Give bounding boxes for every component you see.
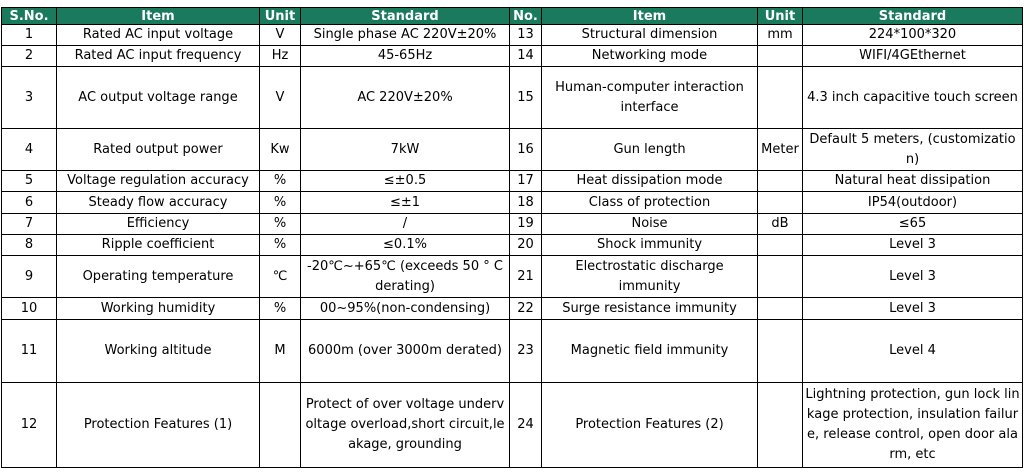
item-cell-2: Human-computer interaction interface <box>542 67 758 129</box>
sno-cell: 6 <box>2 192 57 213</box>
header-standard-2: Standard <box>803 8 1023 25</box>
standard-cell-2: Level 4 <box>803 319 1023 383</box>
no-cell: 15 <box>510 67 542 129</box>
standard-cell-2: Natural heat dissipation <box>803 171 1023 192</box>
unit-cell-2 <box>758 46 803 67</box>
standard-cell: AC 220V±20% <box>301 67 510 129</box>
no-cell: 18 <box>510 192 542 213</box>
unit-cell: M <box>260 319 301 383</box>
unit-cell-2 <box>758 234 803 255</box>
item-cell: Protection Features (1) <box>57 383 260 468</box>
header-row <box>2 8 1023 25</box>
table-row <box>2 383 1023 468</box>
table-row <box>2 25 1023 46</box>
standard-cell: ≤0.1% <box>301 234 510 255</box>
table-row <box>2 46 1023 67</box>
standard-cell: / <box>301 213 510 234</box>
unit-cell: ℃ <box>260 256 301 298</box>
standard-cell-2: Default 5 meters, (customization) <box>803 128 1023 170</box>
unit-cell-2 <box>758 319 803 383</box>
standard-cell: ≤±0.5 <box>301 171 510 192</box>
unit-cell: Kw <box>260 128 301 170</box>
unit-cell-2 <box>758 67 803 129</box>
table-row <box>2 234 1023 255</box>
no-cell: 22 <box>510 298 542 319</box>
sno-cell: 4 <box>2 128 57 170</box>
table-row <box>2 298 1023 319</box>
item-cell-2: Class of protection <box>542 192 758 213</box>
sno-cell: 1 <box>2 25 57 46</box>
unit-cell: % <box>260 192 301 213</box>
standard-cell-2: Level 3 <box>803 298 1023 319</box>
item-cell: Rated AC input frequency <box>57 46 260 67</box>
standard-cell: -20℃~+65℃ (exceeds 50 ° C derating) <box>301 256 510 298</box>
table-row <box>2 319 1023 383</box>
unit-cell-2: mm <box>758 25 803 46</box>
no-cell: 16 <box>510 128 542 170</box>
table-row <box>2 256 1023 298</box>
item-cell: Ripple coefficient <box>57 234 260 255</box>
unit-cell: % <box>260 234 301 255</box>
standard-cell: Protect of over voltage undervoltage overload,short circuit,leakage, grounding <box>301 383 510 468</box>
specification-table <box>1 7 1023 468</box>
standard-cell-2: Level 3 <box>803 256 1023 298</box>
item-cell-2: Electrostatic discharge immunity <box>542 256 758 298</box>
item-cell-2: Gun length <box>542 128 758 170</box>
standard-cell-2: 224*100*320 <box>803 25 1023 46</box>
no-cell: 19 <box>510 213 542 234</box>
sno-cell: 11 <box>2 319 57 383</box>
standard-cell: ≤±1 <box>301 192 510 213</box>
item-cell: Rated AC input voltage <box>57 25 260 46</box>
header-unit: Unit <box>260 8 301 25</box>
table-row <box>2 171 1023 192</box>
no-cell: 24 <box>510 383 542 468</box>
item-cell: Working humidity <box>57 298 260 319</box>
unit-cell: V <box>260 25 301 46</box>
standard-cell-2: Lightning protection, gun lock linkage protection, insulation failure, release control, open door alarm, etc <box>803 383 1023 468</box>
standard-cell-2: Level 3 <box>803 234 1023 255</box>
unit-cell: % <box>260 171 301 192</box>
sno-cell: 2 <box>2 46 57 67</box>
no-cell: 14 <box>510 46 542 67</box>
table-row <box>2 67 1023 129</box>
unit-cell-2 <box>758 171 803 192</box>
standard-cell: 6000m (over 3000m derated) <box>301 319 510 383</box>
standard-cell: Single phase AC 220V±20% <box>301 25 510 46</box>
sno-cell: 10 <box>2 298 57 319</box>
unit-cell-2 <box>758 192 803 213</box>
standard-cell-2: ≤65 <box>803 213 1023 234</box>
item-cell: Efficiency <box>57 213 260 234</box>
no-cell: 21 <box>510 256 542 298</box>
item-cell-2: Protection Features (2) <box>542 383 758 468</box>
unit-cell-2: Meter <box>758 128 803 170</box>
item-cell: Rated output power <box>57 128 260 170</box>
item-cell: Operating temperature <box>57 256 260 298</box>
table-row <box>2 213 1023 234</box>
unit-cell-2 <box>758 383 803 468</box>
header-sno: S.No. <box>2 8 57 25</box>
unit-cell-2 <box>758 298 803 319</box>
unit-cell: V <box>260 67 301 129</box>
sno-cell: 3 <box>2 67 57 129</box>
item-cell-2: Structural dimension <box>542 25 758 46</box>
unit-cell: % <box>260 298 301 319</box>
unit-cell-2: dB <box>758 213 803 234</box>
item-cell-2: Magnetic field immunity <box>542 319 758 383</box>
item-cell-2: Surge resistance immunity <box>542 298 758 319</box>
header-item-2: Item <box>542 8 758 25</box>
item-cell-2: Shock immunity <box>542 234 758 255</box>
standard-cell-2: WIFI/4GEthernet <box>803 46 1023 67</box>
table-row <box>2 128 1023 170</box>
sno-cell: 7 <box>2 213 57 234</box>
sno-cell: 9 <box>2 256 57 298</box>
standard-cell: 45-65Hz <box>301 46 510 67</box>
item-cell: Steady flow accuracy <box>57 192 260 213</box>
header-item: Item <box>57 8 260 25</box>
standard-cell: 00~95%(non-condensing) <box>301 298 510 319</box>
unit-cell-2 <box>758 256 803 298</box>
sno-cell: 8 <box>2 234 57 255</box>
table-row <box>2 192 1023 213</box>
header-no: No. <box>510 8 542 25</box>
header-unit-2: Unit <box>758 8 803 25</box>
standard-cell-2: 4.3 inch capacitive touch screen <box>803 67 1023 129</box>
item-cell-2: Networking mode <box>542 46 758 67</box>
no-cell: 20 <box>510 234 542 255</box>
standard-cell-2: IP54(outdoor) <box>803 192 1023 213</box>
no-cell: 17 <box>510 171 542 192</box>
no-cell: 23 <box>510 319 542 383</box>
standard-cell: 7kW <box>301 128 510 170</box>
unit-cell <box>260 383 301 468</box>
unit-cell: % <box>260 213 301 234</box>
sno-cell: 5 <box>2 171 57 192</box>
unit-cell: Hz <box>260 46 301 67</box>
item-cell: Voltage regulation accuracy <box>57 171 260 192</box>
no-cell: 13 <box>510 25 542 46</box>
item-cell: Working altitude <box>57 319 260 383</box>
header-standard: Standard <box>301 8 510 25</box>
item-cell-2: Noise <box>542 213 758 234</box>
item-cell: AC output voltage range <box>57 67 260 129</box>
sno-cell: 12 <box>2 383 57 468</box>
item-cell-2: Heat dissipation mode <box>542 171 758 192</box>
